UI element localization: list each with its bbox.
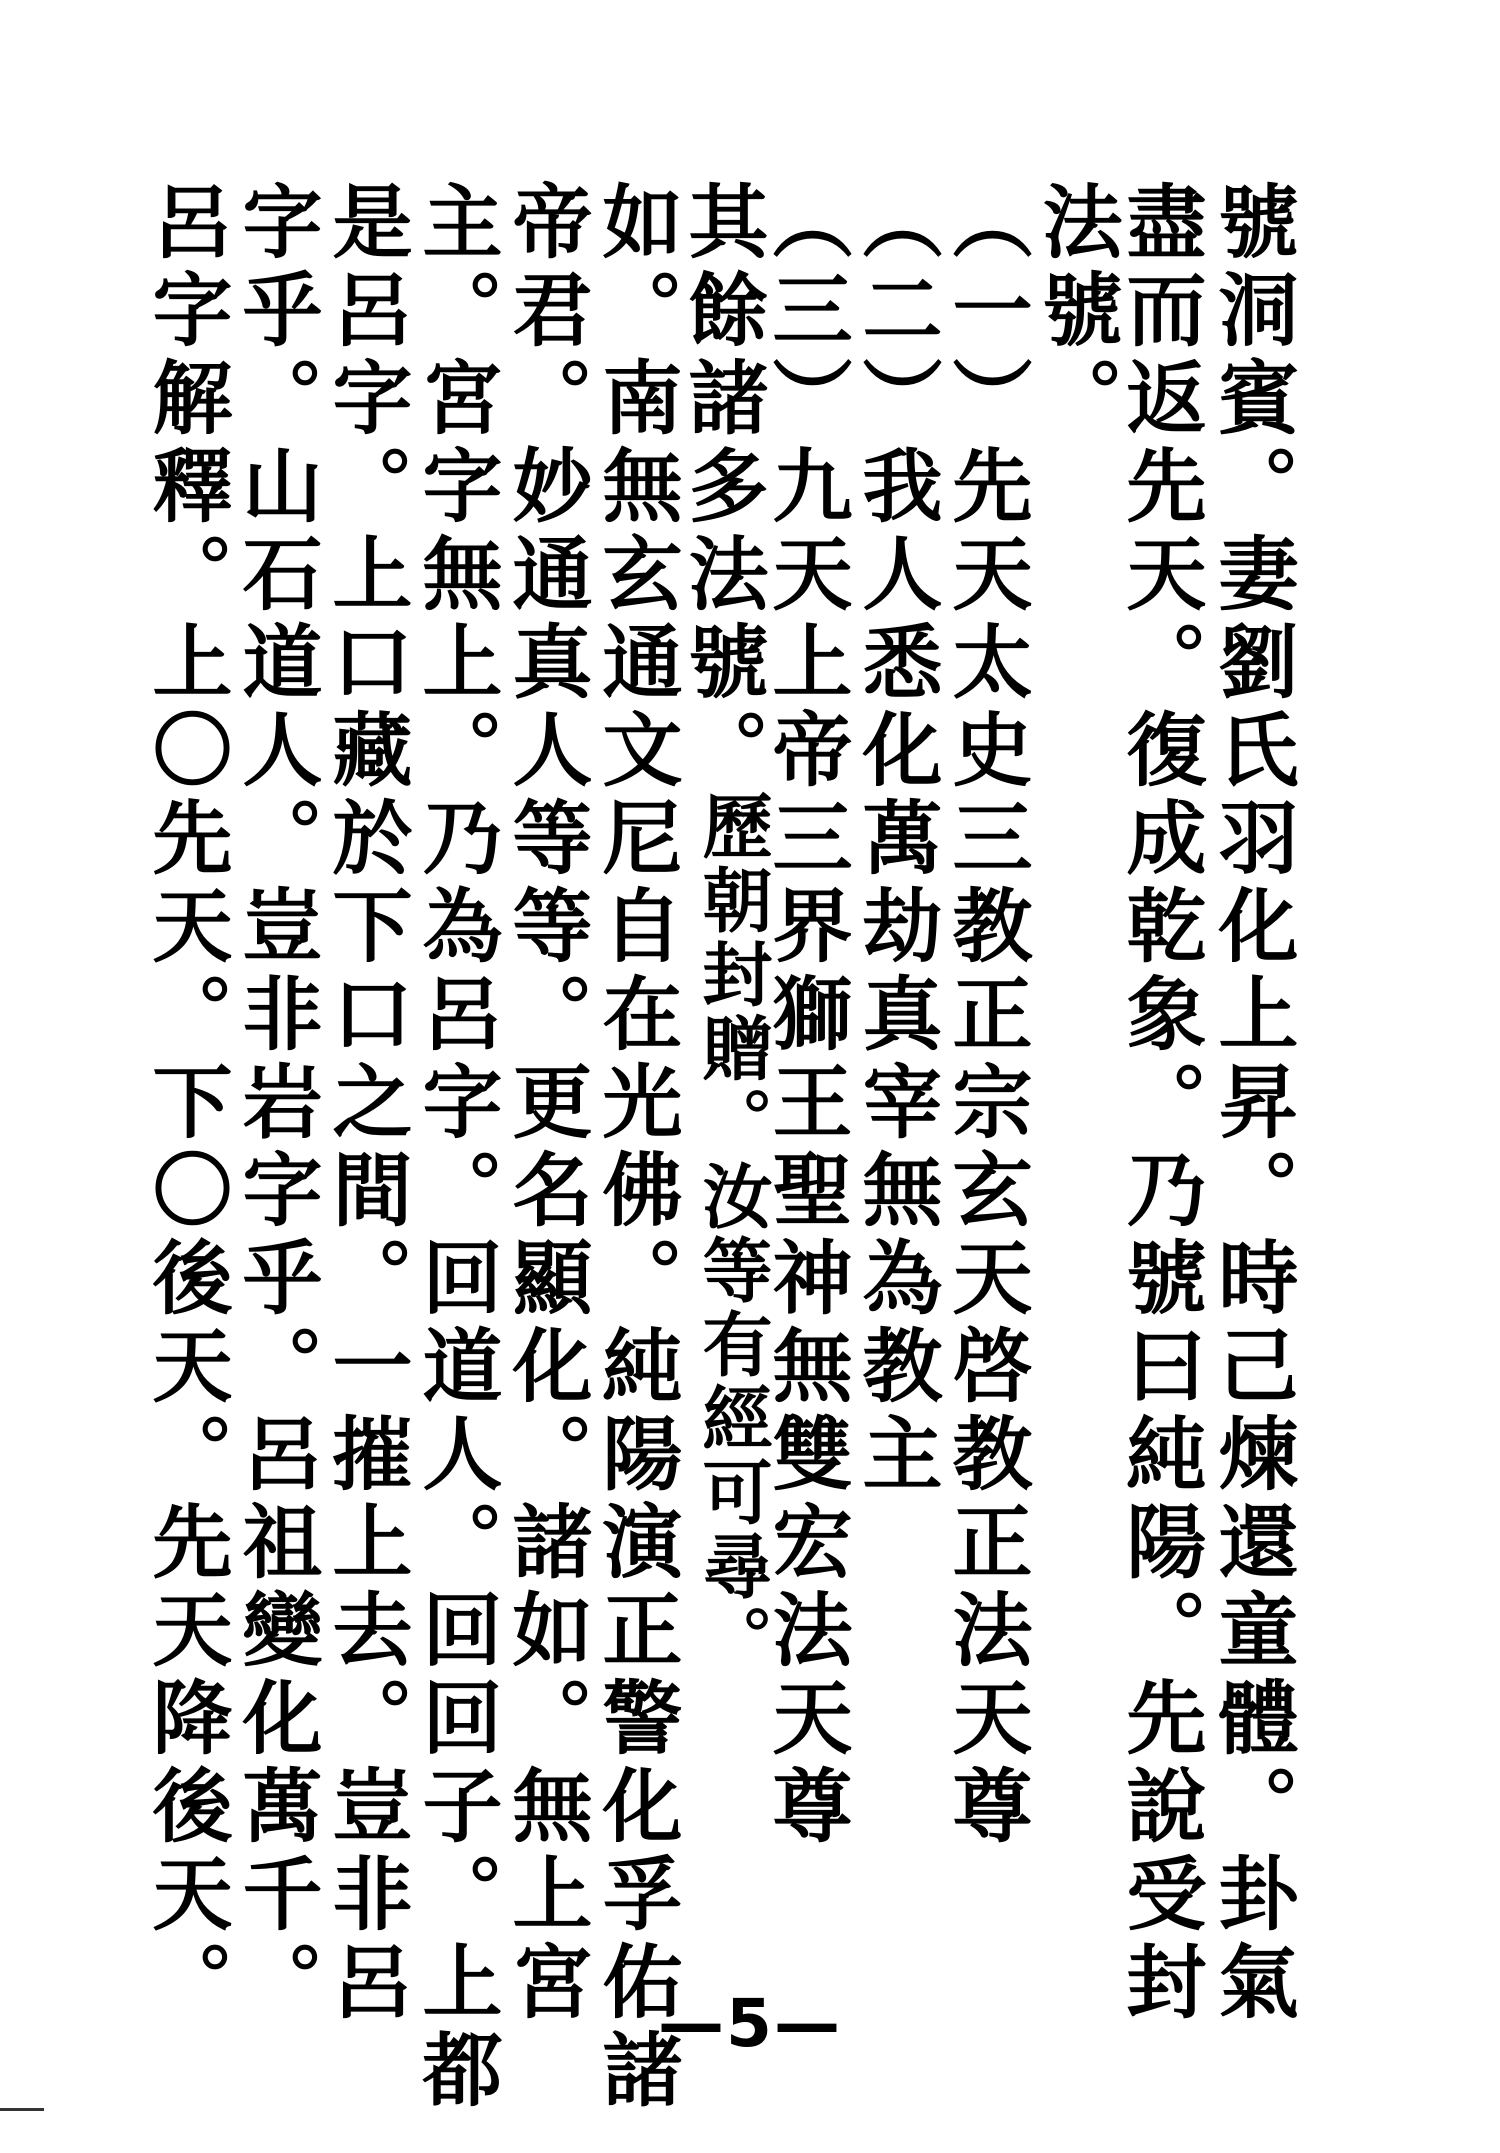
text-column-3: 法號。 xyxy=(1029,180,1123,444)
title-line-2: （二）我人悉化萬劫真宰無為教主 xyxy=(849,180,943,1500)
text-column-9: 帝君。妙通真人等等。更名顯化。諸如。無上宮 xyxy=(499,180,593,2028)
title-line-1: （一）先天太史三教正宗玄天啓教正法天尊 xyxy=(939,180,1033,1852)
text-column-2: 盡而返先天。復成乾象。乃號曰純陽。先說受封 xyxy=(1113,180,1207,2028)
text-column-13: 呂字解釋。上〇先天。下〇後天。先天降後天。 xyxy=(139,180,233,2028)
text-column-12: 字乎。山石道人。豈非岩字乎。呂祖變化萬千。 xyxy=(229,180,323,2028)
text-column-11: 是呂字。上口藏於下口之間。一摧上去。豈非呂 xyxy=(319,180,413,2028)
text-column-10: 主。宮字無上。乃為呂字。回道人。回回子。上都 xyxy=(409,180,503,2116)
margin-mark xyxy=(0,2108,44,2111)
text-column-7: 其餘諸多法號。 xyxy=(675,180,769,796)
page-number: —5— xyxy=(658,1985,842,2062)
title-line-3: （三）九天上帝三界獅王聖神無雙宏法天尊 xyxy=(759,180,853,1852)
side-note: 歷朝封贈。汝等有經可尋。 xyxy=(691,790,774,1678)
text-column-1: 號洞賓。妻劉氏羽化上昇。時己煉還童體。卦氣 xyxy=(1205,180,1299,2028)
text-column-8: 如。南無玄通文尼自在光佛。純陽演正警化孚佑諸 xyxy=(589,180,683,2116)
